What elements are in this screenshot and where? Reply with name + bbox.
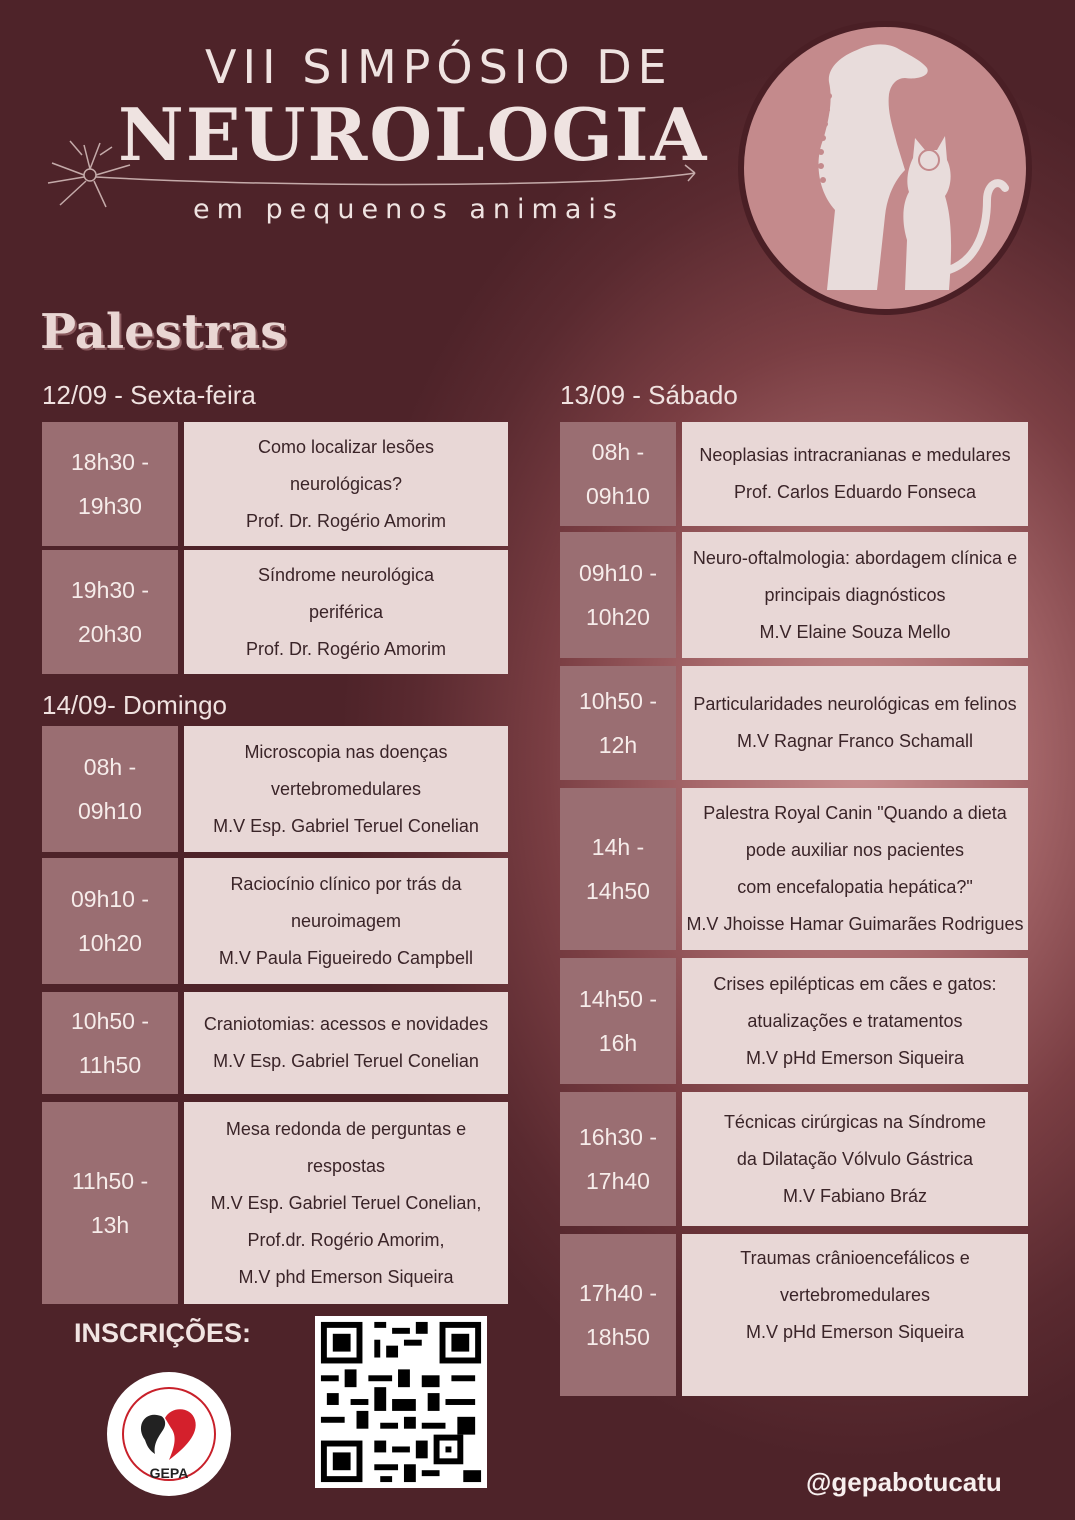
header-line-1: VII SIMPÓSIO DE bbox=[205, 40, 673, 94]
time-cell: 18h30 - 19h30 bbox=[42, 422, 178, 546]
talk-title: Craniotomias: acessos e novidades bbox=[203, 1014, 489, 1034]
day-label-sunday: 14/09- Domingo bbox=[42, 690, 227, 720]
talk-speaker: M.V Paula Figueiredo Campbell bbox=[218, 947, 474, 968]
schedule-row bbox=[560, 532, 1028, 658]
schedule-row bbox=[42, 858, 508, 984]
schedule-row bbox=[42, 992, 508, 1094]
talk-speaker: Prof. Carlos Eduardo Fonseca bbox=[733, 482, 977, 502]
talk-cell bbox=[682, 958, 1028, 1084]
logo-text: GEPA bbox=[149, 1465, 189, 1481]
dog-cat-emblem bbox=[737, 20, 1033, 316]
qr-code[interactable] bbox=[315, 1316, 487, 1488]
talk-cell bbox=[184, 1102, 508, 1304]
section-title: Palestras bbox=[40, 304, 288, 360]
talk-speaker: M.V Esp. Gabriel Teruel Conelian bbox=[213, 1051, 479, 1071]
talk-cell bbox=[682, 788, 1028, 950]
talk-cell bbox=[184, 422, 508, 546]
time-cell: 09h10 - 10h20 bbox=[560, 532, 676, 658]
talk-cell bbox=[682, 1234, 1028, 1396]
time-cell: 10h50 - 12h bbox=[560, 666, 676, 780]
time-cell: 14h - 14h50 bbox=[560, 788, 676, 950]
schedule-row bbox=[560, 1092, 1028, 1226]
talk-cell bbox=[184, 858, 508, 984]
day-label-saturday: 13/09 - Sábado bbox=[560, 380, 738, 410]
talk-title: Síndrome neurológica periférica bbox=[257, 564, 435, 622]
talk-title: Neoplasias intracranianas e medulares bbox=[699, 445, 1011, 465]
talk-speaker: M.V Fabiano Bráz bbox=[782, 1185, 928, 1206]
time-cell: 08h - 09h10 bbox=[42, 726, 178, 852]
inscricoes-label: INSCRIÇÕES: bbox=[74, 1318, 252, 1348]
talk-cell bbox=[682, 422, 1028, 526]
talk-cell bbox=[184, 992, 508, 1094]
time-cell: 14h50 - 16h bbox=[560, 958, 676, 1084]
time-cell: 11h50 - 13h bbox=[42, 1102, 178, 1304]
talk-title: Palestra Royal Canin "Quando a dieta pode auxiliar nos pacientes com encefalopatia hepática?" bbox=[703, 803, 1007, 897]
talk-cell bbox=[682, 666, 1028, 780]
schedule-row bbox=[42, 1102, 508, 1304]
talk-speaker: M.V Esp. Gabriel Teruel Conelian bbox=[213, 815, 479, 836]
instagram-handle[interactable]: @gepabotucatu bbox=[806, 1467, 1002, 1497]
talk-speaker: Prof. Dr. Rogério Amorim bbox=[245, 510, 447, 531]
schedule-row bbox=[560, 958, 1028, 1084]
schedule-row bbox=[42, 726, 508, 852]
header-line-2: NEUROLOGIA bbox=[118, 92, 709, 177]
neuron-icon bbox=[40, 135, 700, 215]
schedule-row bbox=[560, 422, 1028, 526]
talk-title: Particularidades neurológicas em felinos bbox=[693, 694, 1017, 714]
talk-cell bbox=[682, 532, 1028, 658]
schedule-row bbox=[560, 1234, 1028, 1396]
talk-cell bbox=[184, 726, 508, 852]
talk-speaker: Prof. Dr. Rogério Amorim bbox=[245, 638, 447, 659]
time-cell: 10h50 - 11h50 bbox=[42, 992, 178, 1094]
schedule-row bbox=[560, 666, 1028, 780]
time-cell: 19h30 - 20h30 bbox=[42, 550, 178, 674]
schedule-row bbox=[42, 422, 508, 546]
time-cell: 08h - 09h10 bbox=[560, 422, 676, 526]
schedule-row bbox=[560, 788, 1028, 950]
talk-title: Microscopia nas doenças vertebromedulares bbox=[244, 741, 448, 799]
talk-speaker: M.V Esp. Gabriel Teruel Conelian, Prof.dr. Rogério Amorim, M.V phd Emerson Siqueira bbox=[210, 1192, 482, 1287]
schedule-row bbox=[42, 550, 508, 674]
day-label-friday: 12/09 - Sexta-feira bbox=[42, 380, 256, 410]
talk-title: Traumas crânioencefálicos e vertebromedulares bbox=[740, 1248, 970, 1305]
talk-title: Técnicas cirúrgicas na Síndrome da Dilatação Vólvulo Gástrica bbox=[723, 1111, 987, 1169]
time-cell: 16h30 - 17h40 bbox=[560, 1092, 676, 1226]
talk-cell bbox=[682, 1092, 1028, 1226]
talk-speaker: M.V pHd Emerson Siqueira bbox=[745, 1047, 965, 1068]
header-line-3: em pequenos animais bbox=[193, 194, 624, 225]
talk-title: Crises epilépticas em cães e gatos: atualizações e tratamentos bbox=[713, 973, 997, 1031]
talk-title: Mesa redonda de perguntas e respostas bbox=[225, 1118, 467, 1176]
talk-title: Neuro-oftalmologia: abordagem clínica e principais diagnósticos bbox=[692, 547, 1018, 605]
talk-title: Raciocínio clínico por trás da neuroimagem bbox=[230, 873, 462, 931]
talk-cell bbox=[184, 550, 508, 674]
talk-speaker: M.V Jhoisse Hamar Guimarães Rodrigues bbox=[686, 914, 1024, 934]
time-cell: 17h40 - 18h50 bbox=[560, 1234, 676, 1396]
talk-title: Como localizar lesões neurológicas? bbox=[257, 436, 435, 494]
talk-speaker: M.V pHd Emerson Siqueira bbox=[745, 1322, 965, 1342]
talk-speaker: M.V Elaine Souza Mello bbox=[759, 621, 951, 642]
talk-speaker: M.V Ragnar Franco Schamall bbox=[736, 731, 974, 751]
time-cell: 09h10 - 10h20 bbox=[42, 858, 178, 984]
qr-code-icon bbox=[315, 1316, 487, 1488]
gepa-logo bbox=[105, 1370, 233, 1498]
